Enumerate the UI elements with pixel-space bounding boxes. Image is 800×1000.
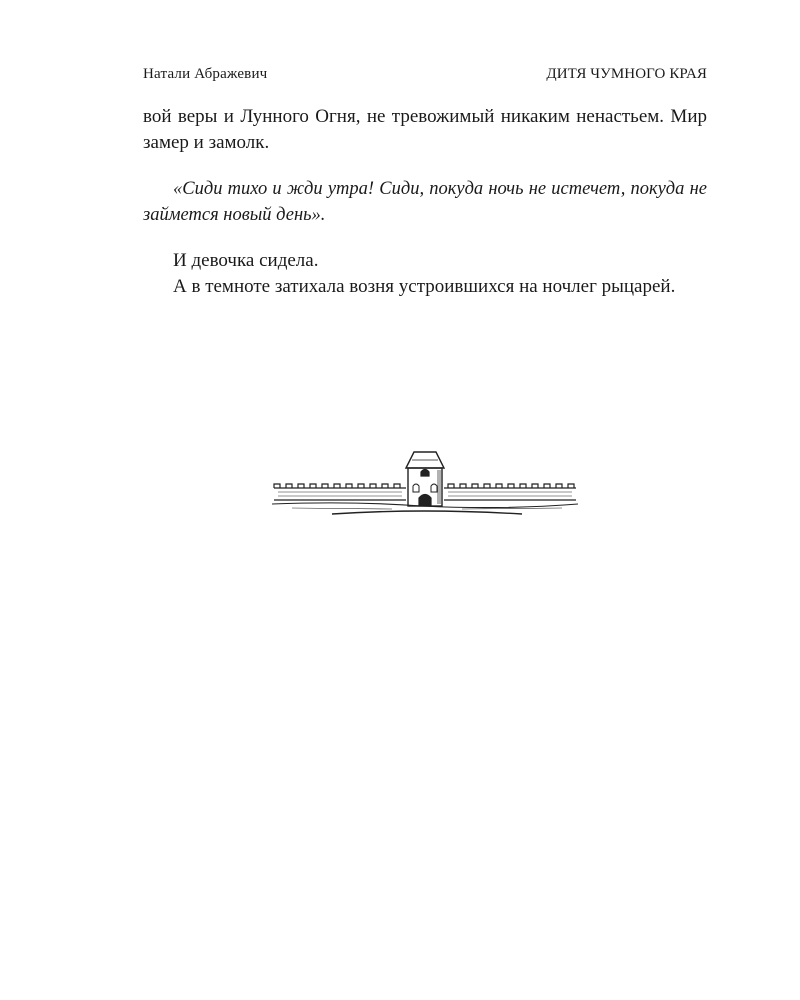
paragraph-gap [143,228,707,248]
body-text [143,104,707,300]
paragraph: И девочка сидела. [173,250,319,271]
paragraph: А в темноте затихала возня устроившихся на ночлег рыцарей. [173,276,676,297]
book-title: ДИТЯ ЧУМНОГО КРАЯ [546,66,707,82]
book-page [143,60,707,300]
author-name: Натали Абражевич [143,66,268,82]
italic-quote: «Сиди тихо и жди утра! Сиди, покуда ночь не истечет, покуда не займется новый день». [143,179,707,225]
castle-wall-with-tower-icon [272,446,578,518]
running-head [143,66,707,94]
paragraph-gap [143,156,707,176]
paragraph-continuation: вой веры и Лунного Огня, не тревожимый никаким ненастьем. Мир замер и замолк. [143,106,707,153]
